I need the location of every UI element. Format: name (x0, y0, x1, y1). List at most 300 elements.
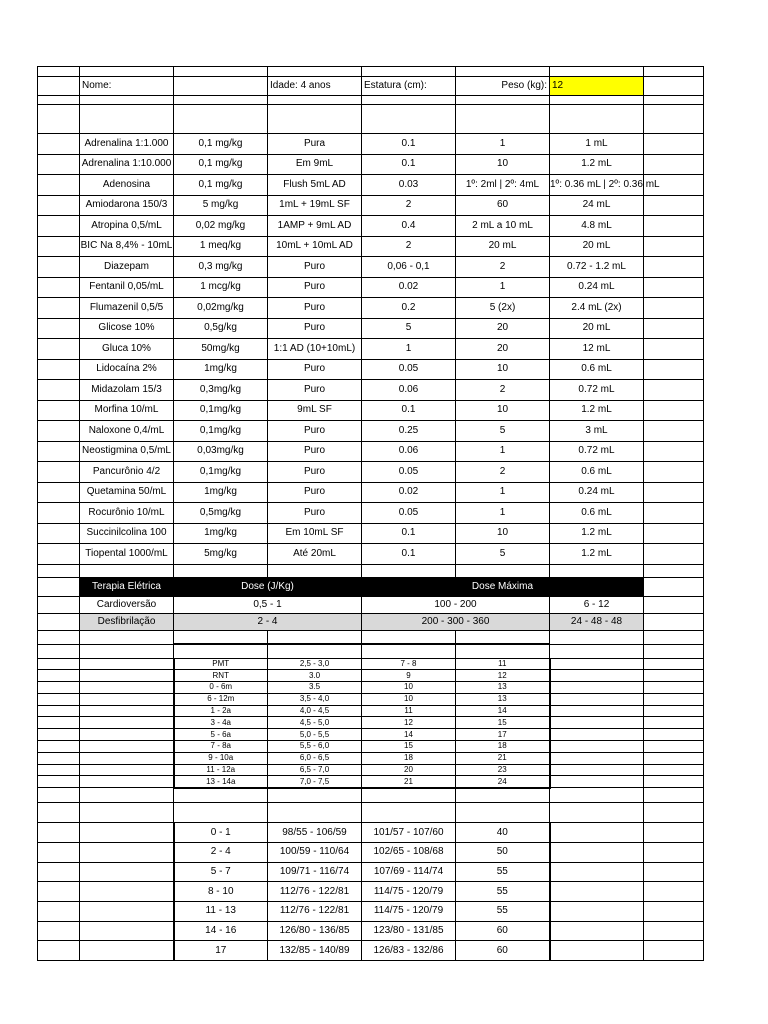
blank-row (38, 96, 704, 105)
drug-calculated: 4.8 mL (550, 216, 644, 237)
blank-cell (644, 257, 704, 278)
tube-age: 0 - 6m (174, 682, 268, 694)
blank-cell (38, 741, 80, 753)
drug-row (38, 195, 704, 216)
vitals-value: 55 (456, 882, 550, 902)
vitals-age: 2 - 4 (174, 842, 268, 862)
blank-cell (644, 441, 704, 462)
drug-calculated: 0.6 mL (550, 359, 644, 380)
tube-nasal: 12 (456, 670, 550, 682)
drug-calculated: 24 mL (550, 195, 644, 216)
blank-cell (80, 729, 174, 741)
tube-depth: 21 (362, 776, 456, 788)
drug-dilution: 1:1 AD (10+10mL) (268, 339, 362, 360)
blank-cell (38, 298, 80, 319)
drug-ml-per-kg: 0.4 (362, 216, 456, 237)
therapy-dose-header: Dose (J/Kg) (174, 577, 362, 596)
tube-size: 6,5 - 7,0 (268, 764, 362, 776)
drug-dilution: 1AMP + 9mL AD (268, 216, 362, 237)
drug-ml-per-kg: 0.1 (362, 544, 456, 565)
blank-row (38, 803, 704, 823)
vitals-age: 14 - 16 (174, 921, 268, 941)
tube-nasal: 14 (456, 705, 550, 717)
blank-cell (38, 195, 80, 216)
blank-cell (80, 921, 174, 941)
blank-cell (38, 482, 80, 503)
vitals-age: 11 - 13 (174, 902, 268, 922)
tube-depth: 12 (362, 717, 456, 729)
tube-age: 7 - 8a (174, 741, 268, 753)
blank-cell (38, 134, 80, 155)
tube-row (38, 764, 704, 776)
blank-cell (644, 862, 704, 882)
blank-cell (38, 462, 80, 483)
tube-row (38, 752, 704, 764)
vitals-row (38, 882, 704, 902)
drug-calculated: 1º: 0.36 mL | 2º: 0.36 mL (550, 175, 644, 196)
drug-dose: 1mg/kg (174, 482, 268, 503)
blank-cell (80, 776, 174, 788)
drug-row (38, 175, 704, 196)
drug-calculated: 0.6 mL (550, 462, 644, 483)
drug-ml-per-kg: 0.06 (362, 380, 456, 401)
blank-cell (550, 693, 644, 705)
vitals-row (38, 862, 704, 882)
drug-ml-per-kg: 5 (362, 318, 456, 339)
drug-dose: 1mg/kg (174, 523, 268, 544)
blank-cell (550, 941, 644, 961)
drug-max: 1 (456, 134, 550, 155)
drug-dose: 0,5g/kg (174, 318, 268, 339)
tube-depth: 18 (362, 752, 456, 764)
drug-row (38, 134, 704, 155)
blank-cell (644, 670, 704, 682)
blank-cell (38, 842, 80, 862)
tube-depth: 15 (362, 741, 456, 753)
drug-dose: 50mg/kg (174, 339, 268, 360)
blank-cell (644, 823, 704, 843)
blank-cell (644, 842, 704, 862)
blank-cell (38, 380, 80, 401)
blank-cell (644, 503, 704, 524)
drug-name: Atropina 0,5/mL (80, 216, 174, 237)
drug-row (38, 298, 704, 319)
spreadsheet (37, 66, 703, 961)
drug-max: 1 (456, 277, 550, 298)
blank-row (38, 630, 704, 644)
drug-dilution: Puro (268, 441, 362, 462)
blank-cell (644, 236, 704, 257)
tube-size: 4,0 - 4,5 (268, 705, 362, 717)
vitals-row (38, 823, 704, 843)
vitals-bp-girls: 126/83 - 132/86 (362, 941, 456, 961)
drug-dilution: Puro (268, 482, 362, 503)
blank-cell (38, 670, 80, 682)
blank-cell (38, 318, 80, 339)
drug-ml-per-kg: 0.05 (362, 462, 456, 483)
drug-table (38, 134, 704, 565)
drug-dilution: Puro (268, 462, 362, 483)
blank-cell (38, 441, 80, 462)
drug-calculated: 1.2 mL (550, 523, 644, 544)
drug-calculated: 0.72 - 1.2 mL (550, 257, 644, 278)
blank-cell (38, 823, 80, 843)
blank-cell (550, 823, 644, 843)
drug-dilution: Até 20mL (268, 544, 362, 565)
drug-dilution: Puro (268, 380, 362, 401)
vitals-row (38, 902, 704, 922)
therapy-dose: 0,5 - 1 (174, 596, 362, 613)
drug-dose: 1 mcg/kg (174, 277, 268, 298)
drug-calculated: 20 mL (550, 318, 644, 339)
drug-max: 1 (456, 441, 550, 462)
therapy-max: 100 - 200 (362, 596, 550, 613)
drug-calculated: 1.2 mL (550, 544, 644, 565)
blank-cell (644, 658, 704, 670)
drug-max: 1º: 2ml | 2º: 4mL (456, 175, 550, 196)
drug-name: Midazolam 15/3 (80, 380, 174, 401)
drug-max: 20 (456, 339, 550, 360)
patient-header-row (38, 77, 704, 96)
therapy-extra: 6 - 12 (550, 596, 644, 613)
tube-depth: 7 - 8 (362, 658, 456, 670)
drug-dilution: Puro (268, 503, 362, 524)
drug-ml-per-kg: 0.05 (362, 503, 456, 524)
drug-dilution: Flush 5mL AD (268, 175, 362, 196)
drug-ml-per-kg: 0.25 (362, 421, 456, 442)
drug-row (38, 277, 704, 298)
blank-cell (38, 154, 80, 175)
vitals-age: 8 - 10 (174, 882, 268, 902)
blank-cell (644, 339, 704, 360)
drug-name: Succinilcolina 100 (80, 523, 174, 544)
tube-nasal: 11 (456, 658, 550, 670)
blank-cell (38, 682, 80, 694)
vitals-bp-girls: 102/65 - 108/68 (362, 842, 456, 862)
blank-cell (38, 776, 80, 788)
vitals-value: 55 (456, 902, 550, 922)
tube-nasal: 23 (456, 764, 550, 776)
drug-row (38, 503, 704, 524)
blank-cell (38, 705, 80, 717)
tube-depth: 11 (362, 705, 456, 717)
blank-cell (38, 339, 80, 360)
blank-cell (38, 400, 80, 421)
blank-cell (644, 154, 704, 175)
drug-max: 60 (456, 195, 550, 216)
drug-max: 5 (2x) (456, 298, 550, 319)
drug-row (38, 339, 704, 360)
drug-name: BIC Na 8,4% - 10mL (80, 236, 174, 257)
blank-cell (644, 277, 704, 298)
drug-max: 10 (456, 400, 550, 421)
therapy-max-header: Dose Máxima (362, 577, 644, 596)
vitals-value: 55 (456, 862, 550, 882)
blank-cell (644, 298, 704, 319)
vitals-value: 40 (456, 823, 550, 843)
drug-dose: 0,3 mg/kg (174, 257, 268, 278)
blank-cell (644, 729, 704, 741)
blank-cell (38, 882, 80, 902)
drug-name: Amiodarona 150/3 (80, 195, 174, 216)
drug-calculated: 3 mL (550, 421, 644, 442)
peso-value-cell[interactable]: 12 (550, 77, 644, 96)
blank-cell (644, 544, 704, 565)
tube-depth: 14 (362, 729, 456, 741)
drug-row (38, 421, 704, 442)
drug-max: 1 (456, 482, 550, 503)
therapy-row (38, 596, 704, 613)
drug-dose: 0,3mg/kg (174, 380, 268, 401)
tube-depth: 10 (362, 682, 456, 694)
drug-max: 1 (456, 503, 550, 524)
drug-calculated: 0.24 mL (550, 277, 644, 298)
drug-name: Rocurônio 10/mL (80, 503, 174, 524)
drug-max: 20 (456, 318, 550, 339)
drug-dose: 5mg/kg (174, 544, 268, 565)
blank-cell (38, 941, 80, 961)
therapy-label: Cardioversão (80, 596, 174, 613)
vitals-bp-girls: 101/57 - 107/60 (362, 823, 456, 843)
blank-cell (80, 682, 174, 694)
tube-row (38, 776, 704, 788)
drug-dilution: Puro (268, 298, 362, 319)
blank-cell (38, 921, 80, 941)
tube-nasal: 15 (456, 717, 550, 729)
drug-row (38, 462, 704, 483)
blank-cell (644, 523, 704, 544)
drug-name: Tiopental 1000/mL (80, 544, 174, 565)
drug-dose: 0,1mg/kg (174, 400, 268, 421)
blank-cell (550, 764, 644, 776)
tube-nasal: 21 (456, 752, 550, 764)
blank-cell (38, 862, 80, 882)
blank-cell (644, 776, 704, 788)
vitals-bp-boys: 132/85 - 140/89 (268, 941, 362, 961)
estatura-label: Estatura (cm): (362, 77, 456, 96)
tube-depth: 20 (362, 764, 456, 776)
blank-cell (550, 902, 644, 922)
drug-ml-per-kg: 0.1 (362, 523, 456, 544)
blank-cell (80, 717, 174, 729)
drug-ml-per-kg: 0,06 - 0,1 (362, 257, 456, 278)
drug-ml-per-kg: 0.05 (362, 359, 456, 380)
drug-row (38, 318, 704, 339)
drug-calculated: 12 mL (550, 339, 644, 360)
vitals-bp-girls: 114/75 - 120/79 (362, 902, 456, 922)
drug-dilution: Puro (268, 257, 362, 278)
drug-ml-per-kg: 0.02 (362, 277, 456, 298)
blank-cell (644, 941, 704, 961)
blank-cell (644, 902, 704, 922)
tube-size: 2,5 - 3,0 (268, 658, 362, 670)
drug-name: Quetamina 50/mL (80, 482, 174, 503)
blank-cell (644, 693, 704, 705)
drug-max: 10 (456, 523, 550, 544)
drug-max: 10 (456, 154, 550, 175)
tube-age: 1 - 2a (174, 705, 268, 717)
drug-row (38, 380, 704, 401)
blank-cell (644, 682, 704, 694)
drug-calculated: 0.72 mL (550, 441, 644, 462)
drug-dilution: Puro (268, 277, 362, 298)
drug-ml-per-kg: 0.1 (362, 400, 456, 421)
tube-depth: 10 (362, 693, 456, 705)
vitals-bp-boys: 112/76 - 122/81 (268, 902, 362, 922)
blank-cell (644, 380, 704, 401)
blank-row (38, 105, 704, 134)
vitals-value: 50 (456, 842, 550, 862)
drug-calculated: 1 mL (550, 134, 644, 155)
tube-row (38, 682, 704, 694)
drug-ml-per-kg: 0.06 (362, 441, 456, 462)
drug-name: Naloxone 0,4/mL (80, 421, 174, 442)
blank-cell (644, 752, 704, 764)
drug-row (38, 216, 704, 237)
blank-cell (38, 359, 80, 380)
blank-cell (550, 921, 644, 941)
nome-label: Nome: (80, 77, 174, 96)
blank-cell (80, 882, 174, 902)
tube-nasal: 24 (456, 776, 550, 788)
blank-cell (38, 503, 80, 524)
therapy-header-label: Terapia Elétrica (80, 577, 174, 596)
drug-dose: 1 meq/kg (174, 236, 268, 257)
drug-name: Diazepam (80, 257, 174, 278)
drug-ml-per-kg: 0.1 (362, 134, 456, 155)
tube-size: 7,0 - 7,5 (268, 776, 362, 788)
blank-cell (80, 764, 174, 776)
blank-cell (80, 842, 174, 862)
blank-cell (38, 717, 80, 729)
blank-cell (80, 941, 174, 961)
blank-cell (644, 318, 704, 339)
drug-max: 5 (456, 544, 550, 565)
vitals-value: 60 (456, 941, 550, 961)
tube-size: 3.0 (268, 670, 362, 682)
drug-dilution: 9mL SF (268, 400, 362, 421)
blank-cell (550, 705, 644, 717)
drug-dose: 0,1mg/kg (174, 462, 268, 483)
blank-cell (80, 693, 174, 705)
blank-cell (38, 658, 80, 670)
drug-dose: 0,02mg/kg (174, 298, 268, 319)
drug-ml-per-kg: 0.2 (362, 298, 456, 319)
tube-age: 11 - 12a (174, 764, 268, 776)
vitals-bp-boys: 109/71 - 116/74 (268, 862, 362, 882)
vitals-age: 5 - 7 (174, 862, 268, 882)
drug-calculated: 1.2 mL (550, 154, 644, 175)
blank-row (38, 788, 704, 803)
drug-dose: 0,03mg/kg (174, 441, 268, 462)
drug-dilution: Em 10mL SF (268, 523, 362, 544)
therapy-dose: 2 - 4 (174, 613, 362, 630)
drug-name: Morfina 10/mL (80, 400, 174, 421)
tube-row (38, 658, 704, 670)
vitals-bp-boys: 98/55 - 106/59 (268, 823, 362, 843)
drug-dose: 0,1 mg/kg (174, 175, 268, 196)
drug-name: Pancurônio 4/2 (80, 462, 174, 483)
blank-cell (550, 882, 644, 902)
blank-cell (644, 421, 704, 442)
blank-cell (644, 400, 704, 421)
drug-dose: 0,1 mg/kg (174, 154, 268, 175)
drug-row (38, 441, 704, 462)
drug-max: 2 (456, 380, 550, 401)
blank-cell (644, 705, 704, 717)
drug-name: Adrenalina 1:1.000 (80, 134, 174, 155)
tube-row (38, 705, 704, 717)
drug-dose: 0,02 mg/kg (174, 216, 268, 237)
blank-cell (550, 717, 644, 729)
blank-cell (38, 216, 80, 237)
blank-cell (38, 257, 80, 278)
drug-name: Glicose 10% (80, 318, 174, 339)
drug-calculated: 20 mL (550, 236, 644, 257)
vitals-age: 0 - 1 (174, 823, 268, 843)
tube-table (38, 658, 704, 788)
therapy-header-row (38, 577, 704, 596)
tube-age: 5 - 6a (174, 729, 268, 741)
tube-nasal: 13 (456, 682, 550, 694)
drug-ml-per-kg: 2 (362, 195, 456, 216)
blank-cell (550, 741, 644, 753)
drug-ml-per-kg: 0.1 (362, 154, 456, 175)
drug-calculated: 2.4 mL (2x) (550, 298, 644, 319)
vitals-bp-girls: 107/69 - 114/74 (362, 862, 456, 882)
drug-dose: 5 mg/kg (174, 195, 268, 216)
drug-ml-per-kg: 1 (362, 339, 456, 360)
drug-name: Lidocaína 2% (80, 359, 174, 380)
blank-cell (550, 842, 644, 862)
vitals-bp-girls: 114/75 - 120/79 (362, 882, 456, 902)
vitals-row (38, 921, 704, 941)
drug-row (38, 400, 704, 421)
drug-calculated: 0.24 mL (550, 482, 644, 503)
tube-row (38, 670, 704, 682)
blank-cell (80, 823, 174, 843)
blank-cell (80, 862, 174, 882)
idade-label: Idade: 4 anos (268, 77, 362, 96)
blank-cell (80, 752, 174, 764)
blank-cell (38, 421, 80, 442)
drug-ml-per-kg: 0.03 (362, 175, 456, 196)
blank-cell (550, 658, 644, 670)
drug-row (38, 482, 704, 503)
therapy-label: Desfibrilação (80, 613, 174, 630)
drug-name: Gluca 10% (80, 339, 174, 360)
blank-row (38, 67, 704, 77)
drug-dose: 0,5mg/kg (174, 503, 268, 524)
blank-row (38, 564, 704, 577)
tube-age: 6 - 12m (174, 693, 268, 705)
drug-max: 2 (456, 257, 550, 278)
tube-age: 9 - 10a (174, 752, 268, 764)
blank-cell (550, 752, 644, 764)
drug-dilution: Puro (268, 318, 362, 339)
blank-cell (38, 175, 80, 196)
vitals-bp-boys: 112/76 - 122/81 (268, 882, 362, 902)
therapy-row (38, 613, 704, 630)
drug-max: 20 mL (456, 236, 550, 257)
drug-name: Adenosina (80, 175, 174, 196)
drug-calculated: 1.2 mL (550, 400, 644, 421)
blank-cell (644, 482, 704, 503)
blank-cell (80, 741, 174, 753)
drug-dilution: Em 9mL (268, 154, 362, 175)
therapy-max: 200 - 300 - 360 (362, 613, 550, 630)
peso-label: Peso (kg): (456, 77, 550, 96)
